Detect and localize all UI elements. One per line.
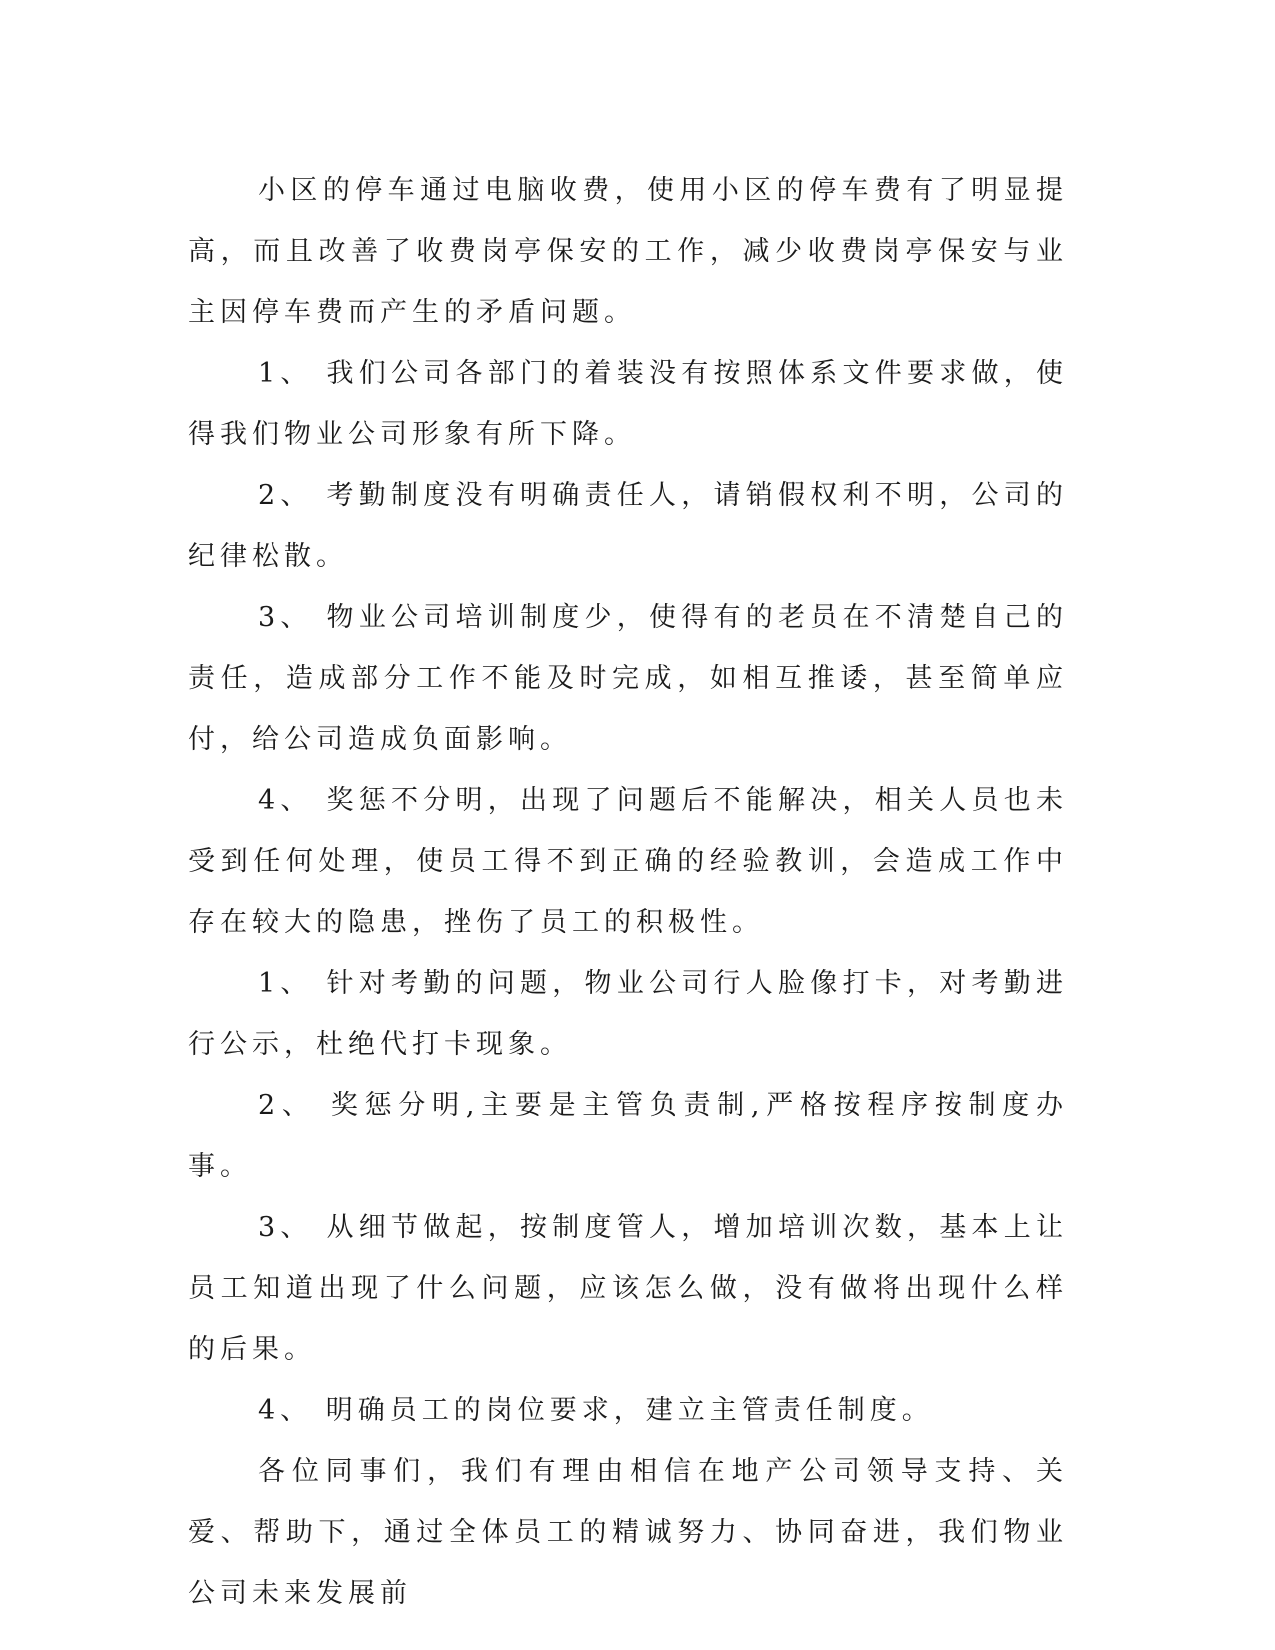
paragraph-measure-3: 3、 从细节做起，按制度管人，增加培训次数，基本上让员工知道出现了什么问题，应该怎么做，没有做将出现什么样的后果。	[188, 1212, 1068, 1365]
document-body	[188, 160, 1068, 1624]
paragraph-problem-2: 2、 考勤制度没有明确责任人，请销假权利不明，公司的纪律松散。	[188, 480, 1068, 572]
paragraph-closing: 各位同事们，我们有理由相信在地产公司领导支持、关爱、帮助下，通过全体员工的精诚努力、协同奋进，我们物业公司未来发展前	[188, 1456, 1068, 1609]
paragraph-problem-3: 3、 物业公司培训制度少，使得有的老员在不清楚自己的责任，造成部分工作不能及时完成，如相互推诿，甚至简单应付，给公司造成负面影响。	[188, 602, 1068, 755]
paragraph-problem-4: 4、 奖惩不分明，出现了问题后不能解决，相关人员也未受到任何处理，使员工得不到正确的经验教训，会造成工作中存在较大的隐患，挫伤了员工的积极性。	[188, 785, 1068, 938]
paragraph-measure-1: 1、 针对考勤的问题，物业公司行人脸像打卡，对考勤进行公示，杜绝代打卡现象。	[188, 968, 1068, 1060]
paragraph-parking-fee: 小区的停车通过电脑收费，使用小区的停车费有了明显提高，而且改善了收费岗亭保安的工作，减少收费岗亭保安与业主因停车费而产生的矛盾问题。	[188, 175, 1068, 328]
paragraph-measure-4: 4、 明确员工的岗位要求，建立主管责任制度。	[258, 1395, 934, 1426]
paragraph-measure-2: 2、 奖惩分明,主要是主管负责制,严格按程序按制度办事。	[188, 1090, 1068, 1182]
paragraph-problem-1: 1、 我们公司各部门的着装没有按照体系文件要求做，使得我们物业公司形象有所下降。	[188, 358, 1068, 450]
